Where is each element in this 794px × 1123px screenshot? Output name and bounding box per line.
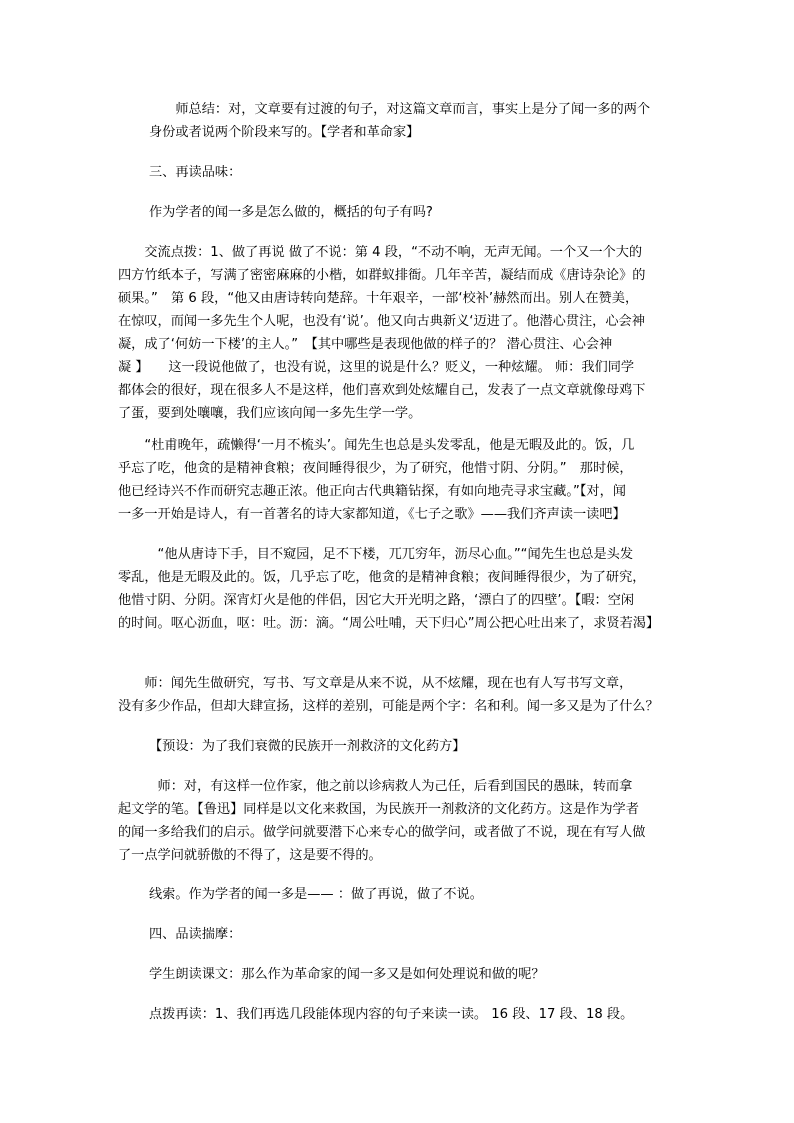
preset-answer-paragraph	[149, 735, 677, 758]
clue-paragraph	[149, 883, 677, 906]
text-line: 交流点拨：1、做了再说 做了不说：第 4 段，“不动不响，无声无闻。一个又一个大的	[118, 245, 643, 260]
text-line: 【预设：为了我们衰微的民族开一剂救济的文化药方】	[149, 739, 466, 754]
text-line: 的时间。呕心沥血，呕：吐。沥：滴。“周公吐哺，天下归心”周公把心吐出来了，求贤若渴】	[118, 616, 660, 631]
text-line: 师：对，有这样一位作家，他之前以诊病救人为己任，后看到国民的愚昧，转而拿	[118, 779, 633, 794]
text-line: 没有多少作品，但却大肆宣扬，这样的差别，可能是两个字：名和利。闻一多又是为了什么？	[118, 699, 659, 714]
section-4-heading	[149, 923, 677, 946]
text-line: “他从唐诗下手，目不窥园，足不下楼，兀兀穷年，沥尽心血。”“闻先生也总是头发	[118, 547, 634, 562]
teacher-summary-paragraph	[149, 98, 677, 144]
teacher-remark-paragraph	[118, 672, 659, 718]
text-line: 都体会的很好，现在很多人不是这样，他们喜欢到处炫耀自己，发表了一点文章就像母鸡下	[118, 383, 646, 398]
text-line: 四、品读揣摩：	[149, 927, 242, 942]
student-reading-paragraph	[149, 963, 677, 986]
text-line: 点拨再读：1、我们再选几段能体现内容的句子来读一读。 16 段、17 段、18 段。	[149, 1007, 634, 1022]
text-line: 凝，成了‘何妨一下楼’的主人。” 【其中哪些是表现他做的样子的？ 潜心贯注、心会神	[118, 337, 613, 352]
text-line: 在惊叹，而闻一多先生个人呢，也没有‘说’。他又向古典新义‘迈进了。他潜心贯注，心会神	[118, 314, 645, 329]
text-line: 了蛋，要到处嚷嚷，我们应该向闻一多先生学一学。	[118, 406, 422, 421]
question-paragraph	[149, 201, 677, 224]
text-line: 学生朗读课文：那么作为革命家的闻一多又是如何处理说和做的呢？	[149, 967, 545, 982]
text-line: 他已经诗兴不作而研究志趣正浓。他正向古代典籍钻探，有如向地壳寻求宝藏。”【对，闻	[118, 484, 626, 499]
text-line: 乎忘了吃，他贪的是精神食粮；夜间睡得很少，为了研究，他惜寸阴、分阴。” 那时候，	[118, 461, 633, 476]
text-line: 他惜寸阴、分阴。深宵灯火是他的伴侣，因它大开光明之路，‘漂白了的四壁’。【暇：空闲	[118, 593, 635, 608]
text-line: 师总结：对，文章要有过渡的句子，对这篇文章而言，事实上是分了闻一多的两个	[149, 102, 651, 117]
text-line: 硕果。” 第 6 段，“他又由唐诗转向楚辞。十年艰辛，一部‘校补’赫然而出。别人在赞美，	[118, 291, 639, 306]
text-line: 凝 】 这一段说他做了，也没有说，这里的说是什么？贬义，一种炫耀。 师：我们同学	[118, 360, 635, 375]
text-line: 身份或者说两个阶段来写的。【学者和革命家】	[149, 125, 420, 140]
discussion-paragraph	[118, 241, 646, 425]
section-3-heading	[149, 161, 677, 184]
tang-poetry-quote-paragraph	[118, 543, 660, 635]
text-line: 了一点学问就骄傲的不得了，这是要不得的。	[118, 848, 382, 863]
text-line: 作为学者的闻一多是怎么做的，概括的句子有吗?	[149, 205, 433, 220]
text-line: 线索。作为学者的闻一多是—— ：做了再说，做了不说。	[149, 887, 483, 902]
text-line: 三、再读品味：	[149, 165, 242, 180]
lu-xun-paragraph	[118, 775, 646, 867]
text-line: 起文学的笔。【鲁迅】同样是以文化来救国，为民族开一剂救济的文化药方。这是作为学者	[118, 802, 639, 817]
reread-paragraph	[149, 1003, 677, 1026]
text-line: 零乱，他是无暇及此的。饭，几乎忘了吃，他贪的是精神食粮；夜间睡得很少，为了研究，	[118, 570, 646, 585]
text-line: 四方竹纸本子，写满了密密麻麻的小楷，如群蚁排衙。几年辛苦，凝结而成《唐诗杂论》的	[118, 268, 646, 283]
du-fu-quote-paragraph	[118, 434, 646, 526]
text-line: “杜甫晚年，疏懒得‘一月不梳头’。闻先生也总是头发零乱，他是无暇及此的。饭，几	[118, 438, 635, 453]
text-line: 的闻一多给我们的启示。做学问就要潜下心来专心的做学问，或者做了不说，现在有写人做	[118, 825, 646, 840]
text-line: 一多一开始是诗人，有一首著名的诗大家都知道，《七子之歌》——我们齐声读一读吧】	[118, 507, 626, 522]
text-line: 师：闻先生做研究，写书、写文章是从来不说，从不炫耀，现在也有人写书写文章，	[118, 676, 633, 691]
